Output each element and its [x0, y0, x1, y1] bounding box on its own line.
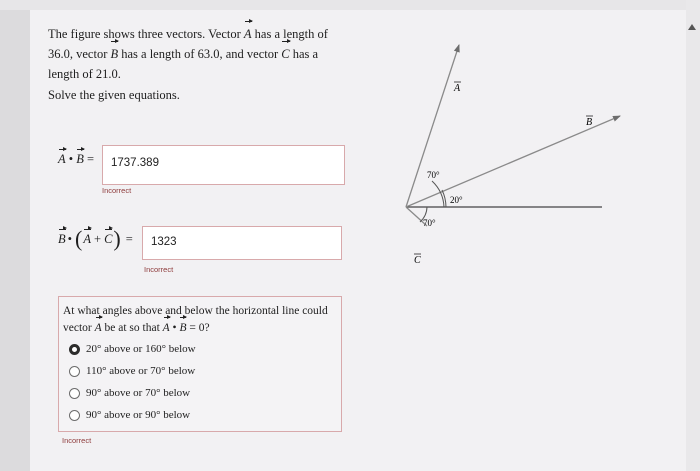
vector-b-arrow — [406, 116, 620, 207]
vector-c-symbol: C — [104, 231, 113, 246]
angle-label-b: 20° — [450, 195, 463, 205]
paren-open: ( — [75, 226, 83, 251]
vector-a-symbol: A — [163, 320, 170, 337]
equals-sign: = — [125, 231, 133, 246]
feedback-incorrect: Incorrect — [144, 265, 174, 274]
vector-b-symbol: B — [76, 152, 84, 166]
label-b: B — [586, 117, 593, 128]
vector-a-symbol: A — [83, 231, 91, 246]
option-label: 90° above or 70° below — [86, 387, 191, 399]
question-fragment: be at so that — [101, 322, 163, 334]
intro-text: The figure shows three vectors. Vector — [48, 27, 244, 41]
label-a: A — [454, 83, 461, 94]
paren-close: ) — [113, 226, 121, 251]
intro-text: 36.0, vector — [48, 47, 111, 61]
plus-operator: + — [94, 231, 102, 246]
dot-operator: • — [68, 152, 74, 166]
vector-b-symbol: B — [58, 231, 66, 246]
dot-operator: • — [67, 231, 73, 246]
answer-input-1[interactable]: 1737.389 — [102, 145, 345, 185]
vector-a-symbol: A — [95, 320, 102, 337]
intro-text: has a length of — [251, 27, 328, 41]
question-fragment: = 0? — [186, 322, 210, 334]
feedback-incorrect: Incorrect — [102, 186, 132, 195]
vector-b-symbol: B — [110, 44, 118, 64]
option-label: 90° above or 90° below — [86, 409, 191, 421]
intro-text: has a length of 63.0, and vector — [118, 47, 282, 61]
vector-a-arrow — [406, 45, 459, 207]
question-fragment: vector — [63, 322, 95, 334]
equals-sign: = — [87, 152, 95, 166]
vector-c-symbol: C — [281, 44, 289, 64]
feedback-incorrect: Incorrect — [62, 436, 92, 445]
intro-text: has a — [289, 47, 319, 61]
angle-label-a: 70° — [427, 170, 440, 180]
vector-b-symbol: B — [179, 320, 186, 337]
question-line: At what angles above and below the horizontal line could — [63, 305, 328, 317]
dot-operator: • — [172, 322, 177, 334]
instruction: Solve the given equations. — [48, 88, 180, 102]
angle-label-c: 70° — [423, 218, 436, 228]
answer-input-2[interactable]: 1323 — [142, 226, 342, 260]
vector-a-symbol: A — [58, 152, 66, 166]
vector-a-symbol: A — [244, 24, 252, 44]
option-label: 20° above or 160° below — [86, 343, 196, 355]
label-c: C — [414, 255, 421, 266]
option-label: 110° above or 70° below — [86, 365, 196, 377]
intro-text: length of 21.0. — [48, 67, 121, 81]
